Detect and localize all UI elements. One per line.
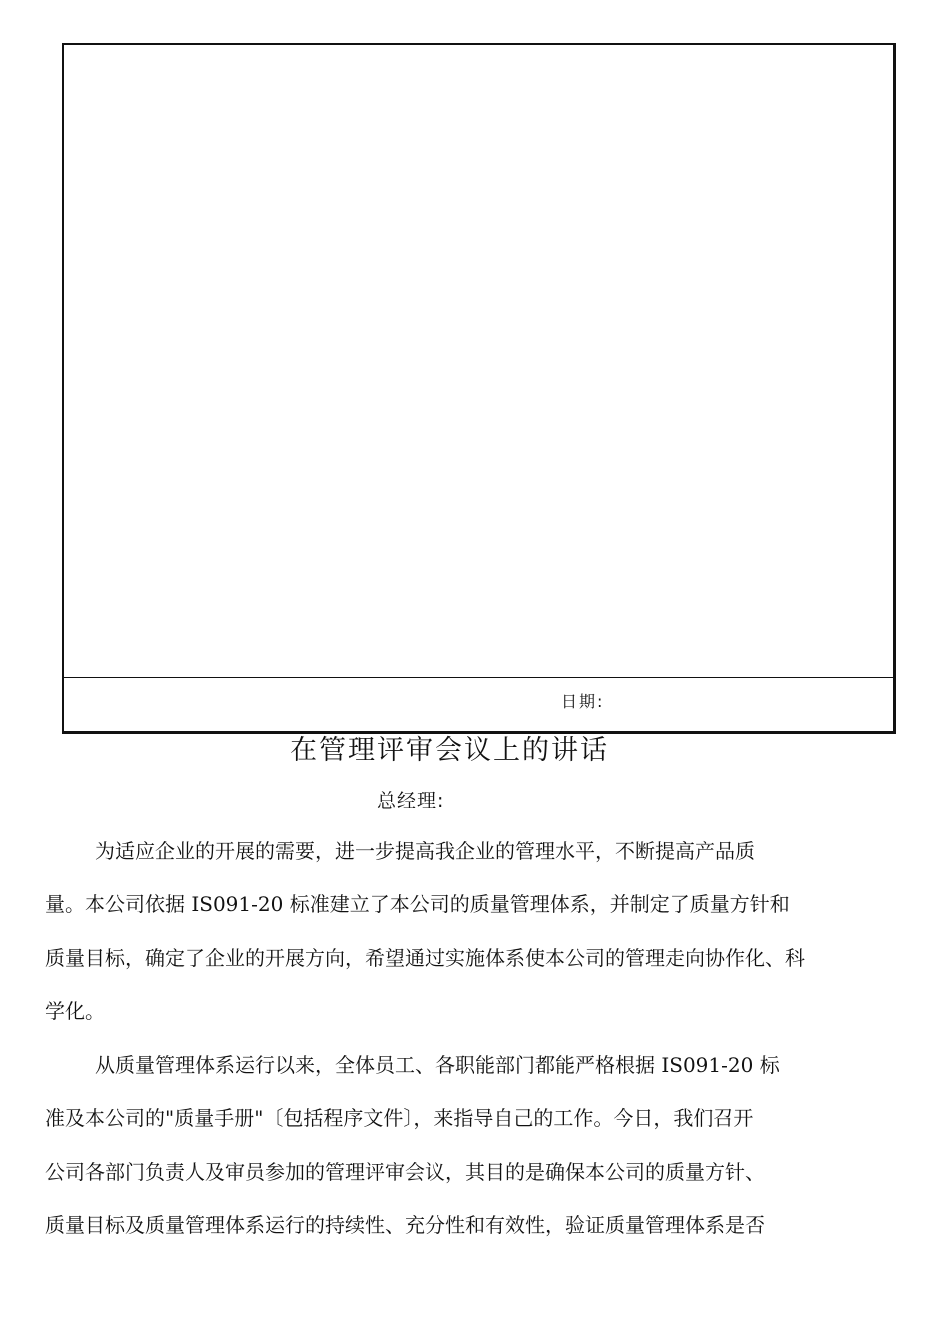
frame-divider xyxy=(64,677,893,678)
text-line: 从质量管理体系运行以来，全体员工、各职能部门都能严格根据 IS091-20 标 xyxy=(95,1053,780,1077)
form-frame xyxy=(62,43,896,734)
byline: 总经理: xyxy=(377,790,445,812)
text-line: 准及本公司的"质量手册"〔包括程序文件〕，来指导自己的工作。今日，我们召开 xyxy=(45,1106,754,1130)
text-line: 质量目标，确定了企业的开展方向，希望通过实施体系使本公司的管理走向协作化、科 xyxy=(45,946,805,970)
text-line: 学化。 xyxy=(45,999,105,1023)
date-label: 日期: xyxy=(561,692,605,711)
text-line: 量。本公司依据 IS091-20 标准建立了本公司的质量管理体系，并制定了质量方针和 xyxy=(45,892,790,916)
document-title: 在管理评审会议上的讲话 xyxy=(290,735,609,766)
text-line: 为适应企业的开展的需要，进一步提高我企业的管理水平，不断提高产品质 xyxy=(95,839,755,863)
text-line: 公司各部门负责人及审员参加的管理评审会议，其目的是确保本公司的质量方针、 xyxy=(45,1160,765,1184)
text-line: 质量目标及质量管理体系运行的持续性、充分性和有效性，验证质量管理体系是否 xyxy=(45,1213,765,1237)
